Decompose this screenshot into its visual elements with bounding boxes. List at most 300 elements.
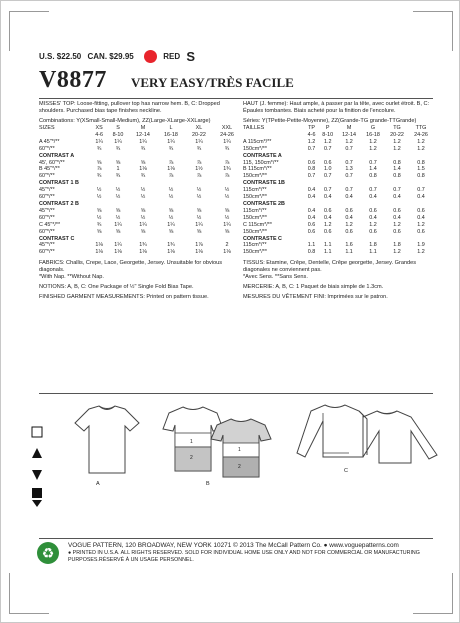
price-us: U.S. $22.50 <box>39 51 82 61</box>
table-cell: 0.7 <box>345 173 353 180</box>
table-cell: 0.6 <box>393 228 401 235</box>
row-label: 115cm*/** <box>243 242 267 249</box>
size-range: 4-6 <box>307 131 316 138</box>
table-cell: ½ <box>224 194 230 201</box>
piece-number: 1 <box>238 447 241 453</box>
table-cell: ½ <box>196 214 202 221</box>
table-cell: ⅞ <box>224 159 230 166</box>
english-column <box>39 101 241 301</box>
table-row <box>243 242 433 249</box>
table-cell: ⅝ <box>115 207 121 214</box>
table-row <box>39 242 241 249</box>
nap-note: *With Nap. **Without Nap. <box>39 274 104 281</box>
contrast-section-label: CONTRAST C <box>39 235 75 242</box>
table-cell: 1¼ <box>114 138 122 145</box>
size-header: M <box>346 125 352 131</box>
size-code: S <box>186 49 195 64</box>
table-cell: ⅝ <box>115 159 121 166</box>
size-range: 4-6 <box>95 131 104 138</box>
table-cell: ⅞ <box>168 173 174 180</box>
table-cell: 1¼ <box>139 221 147 228</box>
table-cell: ¾ <box>140 173 146 180</box>
marking-symbols <box>31 426 43 513</box>
size-range: 12-14 <box>136 131 150 138</box>
table-cell: 1.2 <box>417 138 425 145</box>
table-cell: 0.6 <box>417 228 425 235</box>
size-header: G <box>370 125 376 131</box>
size-range: 8-10 <box>322 131 334 138</box>
table-row <box>243 146 433 153</box>
figures-divider <box>39 393 433 394</box>
table-cell: 1.2 <box>369 145 377 152</box>
notch-symbols-icon <box>31 426 43 508</box>
table-cell: 0.4 <box>307 207 316 214</box>
table-cell: 1⅛ <box>95 242 103 249</box>
table-cell: 0.6 <box>345 207 353 214</box>
table-row <box>243 208 433 215</box>
table-cell: ½ <box>224 214 230 221</box>
piece-number: 2 <box>190 455 193 461</box>
row-label: 45"*/** <box>39 187 55 194</box>
table-cell: 1¾ <box>167 242 175 249</box>
row-label: B 115cm*/** <box>243 166 272 173</box>
metrage-rows <box>243 139 433 256</box>
table-cell: 1.2 <box>345 138 353 145</box>
table-cell: 1.8 <box>369 242 377 249</box>
table-cell: ½ <box>140 187 146 194</box>
table-cell: 1.1 <box>307 242 316 249</box>
size-header: L <box>169 125 173 131</box>
table-cell: ¾ <box>168 145 174 152</box>
table-cell: 1.2 <box>393 221 401 228</box>
table-cell: ½ <box>140 194 146 201</box>
mercerie-text: MERCERIE: A, B, C: 1 Paquet de biais simple de 1.3cm. <box>243 284 384 291</box>
table-cell: ⅝ <box>168 207 174 214</box>
contrast-section-label: CONTRASTE C <box>243 235 282 242</box>
table-row <box>243 194 433 201</box>
table-cell: 0.7 <box>323 187 332 194</box>
table-cell: 1.9 <box>417 242 425 249</box>
table-cell: ⅝ <box>96 228 102 235</box>
crop-mark <box>452 11 453 51</box>
table-cell: 1¾ <box>139 242 147 249</box>
table-cell: 1.4 <box>393 166 401 173</box>
size-header: M <box>140 125 146 131</box>
table-cell: 0.8 <box>417 159 425 166</box>
table-cell: ½ <box>115 194 121 201</box>
size-header: XXL <box>221 125 233 131</box>
table-cell: ½ <box>96 214 102 221</box>
size-header: XL <box>195 125 203 131</box>
size-range: 20-22 <box>192 131 206 138</box>
table-cell: 1.3 <box>345 166 353 173</box>
top-colorblock-view-b-icon <box>159 403 279 479</box>
table-cell: 0.7 <box>345 187 353 194</box>
table-row <box>243 139 433 146</box>
row-label: 150cm*/** <box>243 194 267 201</box>
table-cell: ¾ <box>140 145 146 152</box>
table-row <box>243 249 433 256</box>
table-cell: 0.4 <box>345 214 353 221</box>
table-cell: ⅝ <box>115 228 121 235</box>
table-cell: ⅝ <box>224 228 230 235</box>
table-cell: ½ <box>140 214 146 221</box>
table-cell: ⅞ <box>196 173 202 180</box>
table-row <box>243 229 433 236</box>
table-cell: 1.8 <box>393 242 401 249</box>
table-cell: ⅝ <box>196 207 202 214</box>
metrage-table <box>243 125 433 256</box>
table-cell: 0.4 <box>369 214 377 221</box>
table-cell: 0.6 <box>307 221 316 228</box>
table-cell: 1.2 <box>369 221 377 228</box>
table-cell: 1⅛ <box>139 249 147 256</box>
table-cell: 1¼ <box>223 221 231 228</box>
table-cell: ½ <box>96 187 102 194</box>
table-cell: 0.4 <box>307 187 316 194</box>
contrast-section-row <box>39 153 241 160</box>
table-cell: 1⅛ <box>139 166 147 173</box>
yardage-rows <box>39 139 241 256</box>
fabrics-text: FABRICS: Challis, Crepe, Lace, Georgette, Jersey. Unsuitable for obvious diagonals. <box>39 260 223 274</box>
table-cell: 1¼ <box>167 138 175 145</box>
table-cell: 0.7 <box>323 145 332 152</box>
tissus-text: TISSUS: Etamine, Crêpe, Dentelle, Crêpe georgette, Jersey. Grandes diagonales ne conviennent pas. <box>243 260 417 274</box>
pattern-number: V8877 <box>39 67 107 93</box>
piece-number: 2 <box>238 464 241 470</box>
table-row <box>243 166 433 173</box>
usage-line: PURPOSES.RÉSERVÉ À UN USAGE PERSONNEL. <box>68 556 194 563</box>
contrast-section-row <box>243 153 433 160</box>
row-label: 45"*/** <box>39 207 55 214</box>
price-can: CAN. $29.95 <box>87 51 134 61</box>
row-label: 60"*/** <box>39 145 55 152</box>
table-cell: 1⅛ <box>223 249 231 256</box>
table-cell: ⅝ <box>196 228 202 235</box>
table-cell: 0.6 <box>323 207 332 214</box>
table-row <box>243 222 433 229</box>
table-cell: 0.7 <box>307 173 316 180</box>
yardage-table <box>39 125 241 256</box>
table-cell: 1.0 <box>323 166 332 173</box>
table-cell: 1⅛ <box>114 249 122 256</box>
row-label: 45"*/** <box>39 242 55 249</box>
view-c-label: C <box>344 468 348 474</box>
table-cell: 1.2 <box>393 145 401 152</box>
recycle-icon: ♻ <box>37 542 59 564</box>
table-row <box>39 173 241 180</box>
table-cell: 0.7 <box>369 187 377 194</box>
table-cell: ½ <box>168 214 174 221</box>
table-cell: 0.7 <box>417 187 425 194</box>
table-cell: ½ <box>96 194 102 201</box>
view-b-label: B <box>206 481 210 487</box>
size-header: XS <box>95 125 103 131</box>
table-cell: 0.6 <box>323 228 332 235</box>
table-cell: 1.2 <box>393 138 401 145</box>
table-row <box>39 166 241 173</box>
table-row <box>39 215 241 222</box>
contrast-section-label: CONTRASTE 2B <box>243 200 285 207</box>
row-label: C 45"*/** <box>39 221 61 228</box>
garment-description-fr: HAUT (J. femme): Haut ample, à passer par la tête, avec ourlet étroit. B, C: Épaules tombantes. Biais acheté pour la finition de l'encolure. <box>243 101 430 114</box>
garment-description: MISSES' TOP: Loose-fitting, pullover top has narrow hem. B, C: Dropped shoulders. Purchased bias tape finishes neckline. <box>39 101 220 114</box>
size-header: P <box>325 125 330 131</box>
row-label: 150cm*/** <box>243 249 267 256</box>
table-cell: ½ <box>224 187 230 194</box>
view-a-label: A <box>96 481 100 487</box>
finished-measurements-text: FINISHED GARMENT MEASUREMENTS: Printed on pattern tissue. <box>39 294 209 301</box>
contrast-section-row <box>243 236 433 243</box>
top-front-view-a-icon <box>67 401 147 481</box>
size-range: 24-26 <box>414 131 428 138</box>
table-cell: 1¼ <box>195 221 203 228</box>
difficulty-label: VERY EASY/TRÈS FACILE <box>131 75 294 90</box>
row-label: 60"*/** <box>39 228 55 235</box>
table-cell: 1¼ <box>223 138 231 145</box>
table-cell: 0.4 <box>417 194 425 201</box>
table-row <box>243 173 433 180</box>
contrast-section-label: CONTRAST 1 B <box>39 180 79 187</box>
table-cell: ¾ <box>96 221 102 228</box>
table-cell: 0.4 <box>417 214 425 221</box>
size-range: 20-22 <box>390 131 404 138</box>
table-cell: 1¼ <box>114 242 122 249</box>
contrast-section-row <box>39 201 241 208</box>
table-cell: 0.6 <box>417 207 425 214</box>
table-cell: 1¾ <box>223 166 231 173</box>
table-cell: 1¼ <box>195 138 203 145</box>
crop-mark <box>413 613 453 614</box>
mesures-text: MESURES DU VÊTEMENT FINI: Imprimées sur le patron. <box>243 294 388 301</box>
crop-mark <box>452 573 453 613</box>
table-cell: ¾ <box>96 173 102 180</box>
size-header: S <box>116 125 120 131</box>
table-cell: ⅞ <box>224 173 230 180</box>
table-cell: 1⅛ <box>195 249 203 256</box>
table-cell: 0.8 <box>307 249 316 256</box>
table-cell: 1.2 <box>307 138 316 145</box>
table-cell: ⅝ <box>96 159 102 166</box>
table-cell: 1.2 <box>345 221 353 228</box>
row-label: 150cm*/** <box>243 173 267 180</box>
table-cell: ¾ <box>115 145 121 152</box>
table-cell: 1½ <box>195 166 203 173</box>
table-cell: 0.4 <box>393 214 401 221</box>
contrast-section-row <box>243 180 433 187</box>
table-cell: 1.2 <box>323 221 332 228</box>
row-label: A 45"*/** <box>39 138 60 145</box>
table-cell: 1 <box>116 166 120 173</box>
table-cell: 1⅛ <box>167 249 175 256</box>
table-row <box>39 146 241 153</box>
table-row <box>39 222 241 229</box>
table-cell: ⅝ <box>224 207 230 214</box>
table-cell: 0.7 <box>323 173 332 180</box>
price-line <box>39 49 199 64</box>
table-cell: 0.6 <box>307 228 316 235</box>
table-row <box>243 187 433 194</box>
table-cell: 0.7 <box>345 145 353 152</box>
table-cell: ⅞ <box>196 159 202 166</box>
table-cell: 0.4 <box>393 194 401 201</box>
table-cell: 0.8 <box>307 166 316 173</box>
table-row <box>39 208 241 215</box>
table-cell: 1.6 <box>345 242 353 249</box>
table-cell: 0.7 <box>307 145 316 152</box>
table-cell: 1.5 <box>417 166 425 173</box>
table-row <box>39 229 241 236</box>
sens-note: *Avec Sens. **Sans Sens. <box>243 274 308 281</box>
table-cell: 1.1 <box>323 249 332 256</box>
view-a-illustration <box>67 401 147 481</box>
table-cell: 0.8 <box>417 173 425 180</box>
table-cell: 1.2 <box>323 138 332 145</box>
table-row <box>39 187 241 194</box>
table-cell: 0.6 <box>369 207 377 214</box>
size-range: 16-18 <box>164 131 178 138</box>
color-dot-icon <box>144 50 157 63</box>
table-row <box>39 249 241 256</box>
series-text: Séries: Y(TPetite-Petite-Moyenne), ZZ(Grande-TG grande-TTGrande) <box>243 118 417 124</box>
table-cell: 0.6 <box>369 228 377 235</box>
size-range: 24-26 <box>220 131 234 138</box>
table-cell: ¾ <box>224 145 230 152</box>
crop-mark <box>9 11 49 12</box>
table-row <box>39 139 241 146</box>
crop-mark <box>9 613 49 614</box>
table-cell: ½ <box>196 187 202 194</box>
row-label: 115cm*/** <box>243 207 267 214</box>
table-cell: 0.4 <box>307 194 316 201</box>
table-cell: 1¼ <box>114 221 122 228</box>
row-label: 115, 150cm*/** <box>243 159 279 166</box>
table-cell: ⅝ <box>140 207 146 214</box>
table-cell: 1.2 <box>369 138 377 145</box>
crop-mark <box>9 573 10 613</box>
contrast-section-row <box>39 180 241 187</box>
view-c-illustration <box>293 397 441 473</box>
table-cell: ⅝ <box>168 228 174 235</box>
size-header: TP <box>308 125 315 131</box>
table-cell: ⅞ <box>168 159 174 166</box>
row-label: 60"*/** <box>39 173 55 180</box>
row-label: 150cm*/** <box>243 214 267 221</box>
notions-text: NOTIONS: A, B, C: One Package of ½" Single Fold Bias Tape. <box>39 284 194 291</box>
table-cell: 1.2 <box>417 221 425 228</box>
table-cell: ½ <box>168 187 174 194</box>
table-cell: 0.8 <box>393 173 401 180</box>
table-cell: ⅝ <box>140 228 146 235</box>
table-cell: 0.4 <box>323 214 332 221</box>
crop-mark <box>9 11 10 51</box>
row-label: 60"*/** <box>39 214 55 221</box>
row-label: A 115cm*/** <box>243 138 272 145</box>
contrast-section-label: CONTRASTE 1B <box>243 180 285 187</box>
row-label: 115cm*/** <box>243 187 267 194</box>
table-cell: 0.7 <box>369 159 377 166</box>
table-cell: ½ <box>196 194 202 201</box>
table-row <box>39 194 241 201</box>
piece-number: 1 <box>190 439 193 445</box>
size-header: TTG <box>415 125 427 131</box>
footer-divider <box>39 538 433 539</box>
table-cell: 0.6 <box>393 207 401 214</box>
table-title: SIZES <box>39 125 55 131</box>
table-cell: 1⅞ <box>195 242 203 249</box>
table-cell: 1.1 <box>345 249 353 256</box>
contrast-section-row <box>39 236 241 243</box>
table-cell: 0.4 <box>323 194 332 201</box>
table-cell: 0.4 <box>345 194 353 201</box>
french-column <box>243 101 433 301</box>
row-label: 60"*/** <box>39 249 55 256</box>
table-cell: 1.1 <box>369 249 377 256</box>
table-cell: 0.6 <box>345 228 353 235</box>
table-cell: 1⅛ <box>95 249 103 256</box>
table-cell: ½ <box>115 187 121 194</box>
table-row <box>39 160 241 167</box>
table-cell: ¾ <box>115 173 121 180</box>
contrast-section-label: CONTRAST A <box>39 152 75 159</box>
size-range: 12-14 <box>342 131 356 138</box>
table-cell: 0.4 <box>369 194 377 201</box>
table-cell: 1¼ <box>167 221 175 228</box>
table-cell: ½ <box>168 194 174 201</box>
crop-mark <box>413 11 453 12</box>
row-label: 150cm*/** <box>243 145 267 152</box>
table-cell: 2 <box>225 242 229 249</box>
table-cell: 1⅛ <box>167 166 175 173</box>
contrast-section-row <box>243 201 433 208</box>
table-cell: 1.2 <box>417 249 425 256</box>
table-cell: 1.4 <box>369 166 377 173</box>
table-cell: ⅞ <box>96 166 102 173</box>
table-cell: ¾ <box>96 145 102 152</box>
table-title: TAILLES <box>243 125 265 131</box>
table-cell: 0.8 <box>393 159 401 166</box>
row-label: C 115cm*/** <box>243 221 272 228</box>
table-row <box>243 215 433 222</box>
table-cell: 0.7 <box>345 159 353 166</box>
contrast-section-label: CONTRAST 2 B <box>39 200 79 207</box>
table-cell: 1¼ <box>139 138 147 145</box>
publisher-line: VOGUE PATTERN, 120 BROADWAY, NEW YORK 10271 © 2013 The McCall Pattern Co. ● www.voguepatterns.com <box>68 542 399 549</box>
table-row <box>243 160 433 167</box>
header-divider <box>39 98 433 99</box>
top-long-sleeve-view-c-icon <box>293 397 441 473</box>
table-cell: 0.6 <box>323 159 332 166</box>
copyright-line: ● PRINTED IN U.S.A. ALL RIGHTS RESERVED. SOLD FOR INDIVIDUAL HOME USE ONLY AND NOT FOR COMMERCIAL OR MANUFACTURING <box>68 549 420 556</box>
size-range: 16-18 <box>366 131 380 138</box>
table-cell: 1¼ <box>95 138 103 145</box>
row-label: B 45"*/** <box>39 166 60 173</box>
color-label: RED <box>163 51 181 61</box>
table-cell: 1.2 <box>417 145 425 152</box>
row-label: 150cm*/** <box>243 228 267 235</box>
table-cell: ½ <box>115 214 121 221</box>
table-cell: 1.1 <box>323 242 332 249</box>
contrast-section-label: CONTRASTE A <box>243 152 282 159</box>
combinations-text: Combinations: Y(XSmall-Small-Medium), ZZ(Large-XLarge-XXLarge) <box>39 118 211 124</box>
table-cell: 0.7 <box>393 187 401 194</box>
table-cell: 0.8 <box>369 173 377 180</box>
size-range: 8-10 <box>112 131 124 138</box>
view-b-illustration <box>159 403 279 479</box>
table-cell: ⅝ <box>140 159 146 166</box>
size-header: TG <box>393 125 401 131</box>
row-label: 45', 60"*/** <box>39 159 65 166</box>
